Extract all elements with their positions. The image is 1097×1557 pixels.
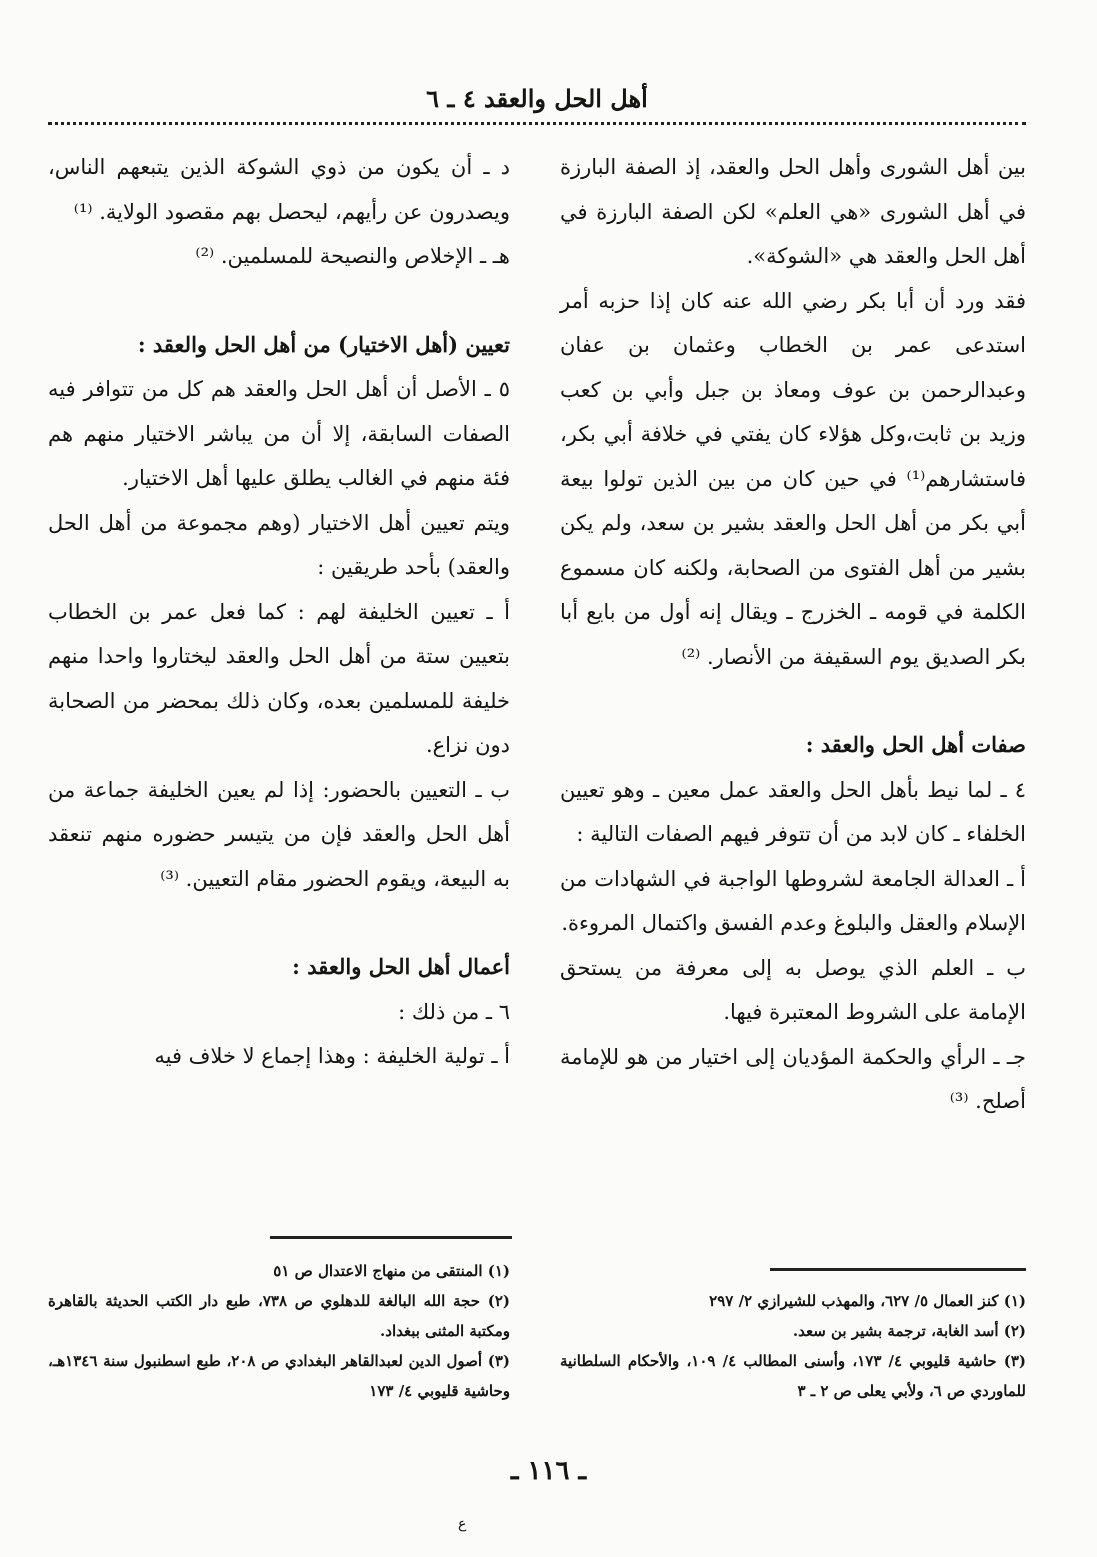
paragraph: ب ـ العلم الذي يوصل به إلى معرفة من يستحق الإمامة على الشروط المعتبرة فيها. <box>560 955 1026 1024</box>
footnote-rule <box>770 1268 1026 1271</box>
right-column <box>560 145 1026 1124</box>
footnote-rule <box>270 1236 512 1239</box>
section-heading: صفات أهل الحل والعقد : <box>805 732 1026 757</box>
paragraph: هـ ـ الإخلاص والنصيحة للمسلمين. ⁽²⁾ <box>195 244 510 268</box>
paragraph: ويتم تعيين أهل الاختيار (وهم مجموعة من أهل الحل والعقد) بأحد طريقين : <box>48 510 510 579</box>
paragraph: ٤ ـ لما نيط بأهل الحل والعقد عمل معين ـ وهو تعيين الخلفاء ـ كان لابد من أن تتوفر فيهم الصفات التالية : <box>560 777 1026 846</box>
footnotes-left <box>48 1256 510 1406</box>
footnote: (١) المنتقى من منهاج الاعتدال ص ٥١ <box>273 1262 510 1280</box>
footnotes-right <box>560 1286 1026 1406</box>
paragraph: أ ـ تولية الخليفة : وهذا إجماع لا خلاف فيه <box>154 1044 510 1068</box>
left-column <box>48 145 510 1079</box>
paragraph: ٦ ـ من ذلك : <box>398 999 510 1024</box>
footnote: (٣) أصول الدين لعبدالقاهر البغدادي ص ٢٠٨، طبع اسطنبول سنة ١٣٤٦هـ، وحاشية قليوبي ٤/ ١٧٣ <box>48 1352 510 1400</box>
spacer <box>48 279 510 323</box>
footnote: (٣) حاشية قليوبي ٤/ ١٧٣، وأسنى المطالب ٤/ ١٠٩، والأحكام السلطانية للماوردي ص ٦، ولأبي يعلى ص ٢ ـ ٣ <box>560 1352 1027 1400</box>
paragraph: جـ ـ الرأي والحكمة المؤديان إلى اختيار من هو للإمامة أصلح. ⁽³⁾ <box>560 1044 1026 1113</box>
paragraph: فقد ورد أن أبا بكر رضي الله عنه كان إذا حزبه أمر استدعى عمر بن الخطاب وعثمان بن عفان وعبدالرحمن بن عوف ومعاذ بن جبل وأبي بن كعب وزيد بن ثابت،وكل هؤلاء كان يفتي في خلافة أبي بكر، فاستشارهم⁽¹⁾ في حين كان من بين الذين تولوا بيعة أبي بكر من أهل الحل والعقد بشير بن سعد، ولم يكن بشير من أهل الفتوى من الصحابة، ولكنه كان مسموع الكلمة في قومه ـ الخزرج ـ ويقال إنه أول من بايع أبا بكر الصديق يوم السقيفة من الأنصار. ⁽²⁾ <box>560 288 1026 669</box>
page-number: ـ ١١٦ ـ <box>510 1456 587 1486</box>
spacer <box>48 901 510 945</box>
paragraph: أ ـ تعيين الخليفة لهم : كما فعل عمر بن الخطاب بتعيين ستة من أهل الحل والعقد ليختاروا واحدا منهم خليفة للمسلمين بعده، وكان ذلك بمحضر من الصحابة دون نزاع. <box>48 599 510 757</box>
paragraph: أ ـ العدالة الجامعة لشروطها الواجبة في الشهادات من الإسلام والعقل والبلوغ وعدم الفسق واكتمال المروءة. <box>560 866 1026 935</box>
section-heading: تعيين (أهل الاختيار) من أهل الحل والعقد : <box>137 331 510 357</box>
footnote: (١) كنز العمال ٥/ ٦٢٧، والمهذب للشيرازي ٢/ ٢٩٧ <box>709 1292 1026 1310</box>
paragraph: ٥ ـ الأصل أن أهل الحل والعقد هم كل من تتوافر فيه الصفات السابقة، إلا أن من يباشر الاختيار منهم هم فئة منهم في الغالب يطلق عليها أهل الاختيار. <box>48 377 510 490</box>
footnote: (٢) حجة الله البالغة للدهلوي ص ٧٣٨، طبع دار الكتب الحديثة بالقاهرة ومكتبة المثنى ببغداد. <box>48 1292 510 1340</box>
running-header: أهل الحل والعقد ٤ ـ ٦ <box>426 84 648 113</box>
spacer <box>560 679 1026 723</box>
paragraph: بين أهل الشورى وأهل الحل والعقد، إذ الصفة البارزة في أهل الشورى «هي العلم» لكن الصفة البارزة في أهل الحل والعقد هي «الشوكة». <box>560 155 1026 268</box>
section-heading: أعمال أهل الحل والعقد : <box>292 954 510 979</box>
footnote: (٢) أسد الغابة، ترجمة بشير بن سعد. <box>792 1322 1026 1340</box>
paragraph: د ـ أن يكون من ذوي الشوكة الذين يتبعهم الناس، ويصدرون عن رأيهم، ليحصل بهم مقصود الولاية. ⁽¹⁾ <box>48 155 510 224</box>
header-dotted-rule <box>48 122 1026 125</box>
bottom-mark: ع <box>458 1516 467 1532</box>
paragraph: ب ـ التعيين بالحضور: إذا لم يعين الخليفة جماعة من أهل الحل والعقد فإن من يتيسر حضوره منهم تنعقد به البيعة، ويقوم الحضور مقام التعيين. ⁽³⁾ <box>48 777 510 891</box>
